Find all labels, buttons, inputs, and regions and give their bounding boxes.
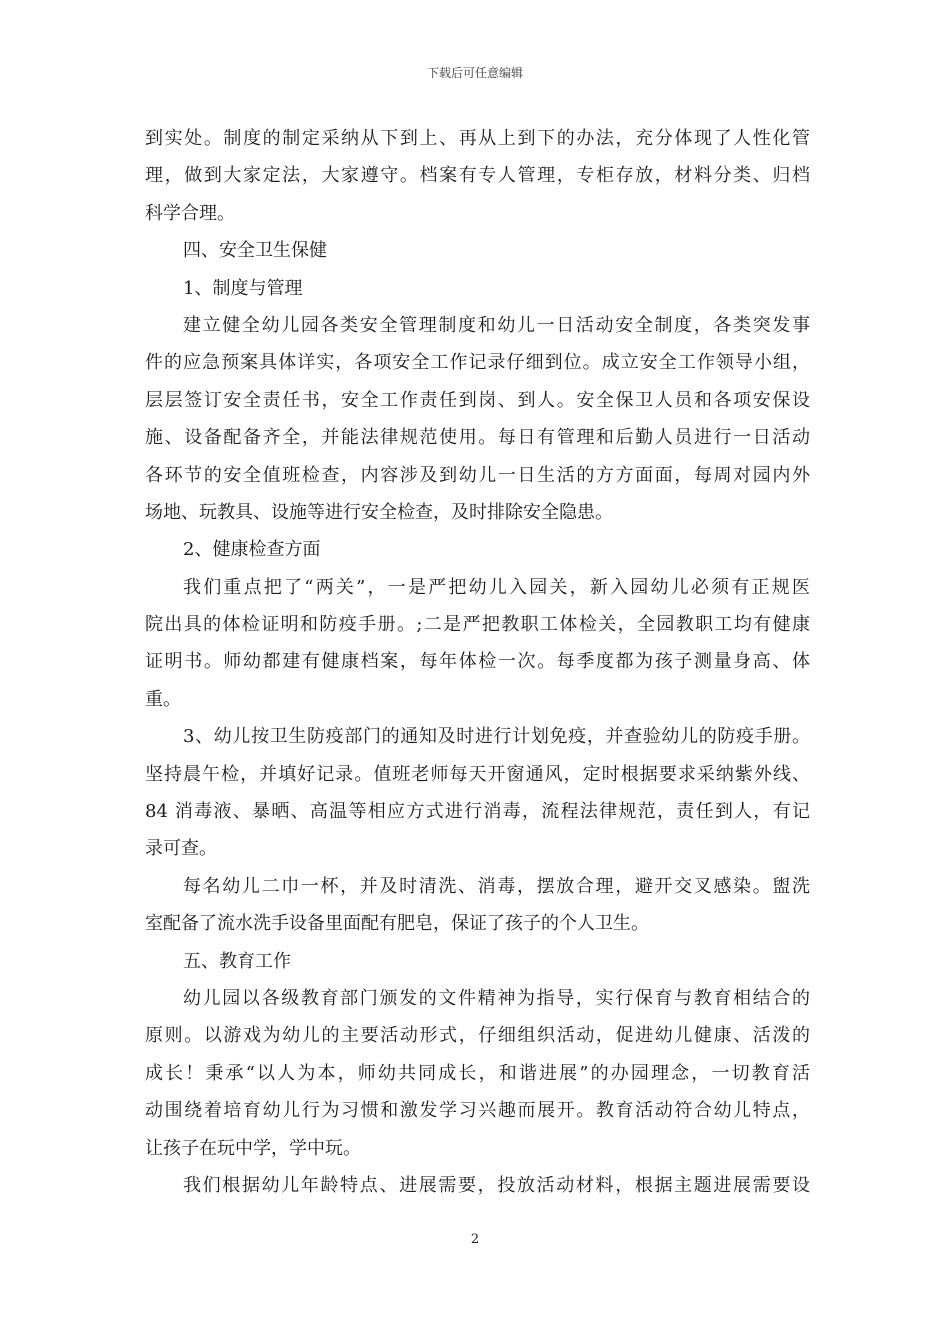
text-line: 各环节的安全值班检查，内容涉及到幼儿一日生活的方方面面，每周对园内外 [145,464,810,486]
text-line: 五、教育工作 [183,950,291,972]
text-line: 原则。以游戏为幼儿的主要活动形式，仔细组织活动，促进幼儿健康、活泼的 [145,1025,810,1047]
text-line: 让孩子在玩中学，学中玩。 [145,1137,361,1159]
text-line: 成长！秉承“以人为本，师幼共同成长，和谐进展”的办园理念，一切教育活 [145,1062,810,1084]
text-line: 到实处。制度的制定采纳从下到上、再从上到下的办法，充分体现了人性化管 [145,128,810,149]
text-line: 动围绕着培育幼儿行为习惯和激发学习兴趣而展开。教育活动符合幼儿特点， [145,1100,810,1122]
text-line: 幼儿园以各级教育部门颁发的文件精神为指导，实行保育与教育相结合的 [183,987,810,1009]
text-line: 我们重点把了“两关”，一是严把幼儿入园关，新入园幼儿必须有正规医 [183,576,810,598]
text-line: 理，做到大家定法，大家遵守。档案有专人管理，专柜存放，材料分类、归档 [145,165,810,187]
page-header-note: 下载后可任意编辑 [426,66,523,80]
text-line: 3、幼儿按卫生防疫部门的通知及时进行计划免疫，并查验幼儿的防疫手册。 [183,726,810,748]
text-line: 件的应急预案具体详实，各项安全工作记录仔细到位。成立安全工作领导小组， [145,352,810,374]
text-line: 施、设备配备齐全，并能法律规范使用。每日有管理和后勤人员进行一日活动 [145,427,810,449]
text-line: 坚持晨午检，并填好记录。值班老师每天开窗通风，定时根据要求采纳紫外线、 [145,763,810,785]
text-line: 2、健康检查方面 [183,539,321,561]
text-line: 录可查。 [145,838,217,860]
text-line: 场地、玩教具、设施等进行安全检查，及时排除安全隐患。 [145,501,613,523]
text-line: 四、安全卫生保健 [183,240,327,262]
text-line: 重。 [145,688,181,710]
text-line: 我们根据幼儿年龄特点、进展需要，投放活动材料，根据主题进展需要设 [183,1174,810,1196]
text-line: 室配备了流水洗手设备里面配有肥皂，保证了孩子的个人卫生。 [145,913,649,935]
text-line: 院出具的体检证明和防疫手册。;二是严把教职工体检关，全园教职工均有健康 [145,614,810,636]
text-line: 建立健全幼儿园各类安全管理制度和幼儿一日活动安全制度，各类突发事 [183,314,810,336]
text-line: 每名幼儿二巾一杯，并及时清洗、消毒，摆放合理，避开交叉感染。盥洗 [183,875,810,897]
text-line: 1、制度与管理 [183,277,303,299]
text-line: 证明书。师幼都建有健康档案，每年体检一次。每季度都为孩子测量身高、体 [145,651,810,673]
document-body [145,120,810,1204]
page-number: 2 [470,1232,480,1247]
text-line: 84 消毒液、暴晒、高温等相应方式进行消毒，流程法律规范，责任到人，有记 [145,801,810,823]
text-line: 科学合理。 [145,202,235,224]
text-line: 层层签订安全责任书，安全工作责任到岗、到人。安全保卫人员和各项安保设 [145,389,810,411]
